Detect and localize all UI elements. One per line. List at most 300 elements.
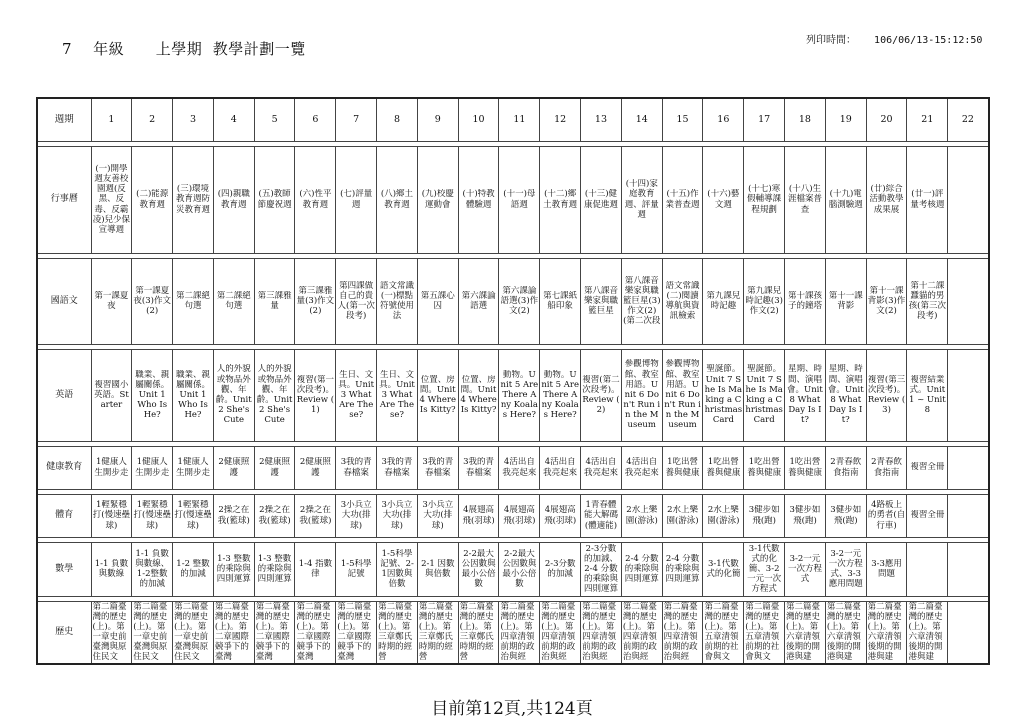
plan-cell — [662, 349, 703, 441]
plan-cell — [621, 146, 662, 253]
plan-cell-text: 2水上樂園(游泳) — [707, 505, 740, 526]
plan-cell-text: 3健步如飛(跑) — [830, 505, 862, 526]
plan-cell — [540, 258, 581, 344]
plan-cell — [91, 601, 132, 664]
plan-cell — [785, 601, 826, 664]
plan-cell-text: 1-3 整數的乘除與四則運算 — [216, 553, 251, 585]
plan-cell-text: 1健康人生開步走 — [135, 457, 170, 478]
plan-cell — [825, 146, 866, 253]
corner-label: 週期 — [37, 98, 91, 141]
plan-cell-text: 複習國小英語。Starter — [94, 379, 129, 411]
plan-cell — [377, 601, 418, 664]
subject-row-health — [37, 446, 989, 489]
plan-cell — [785, 258, 826, 344]
plan-cell — [540, 494, 581, 537]
plan-cell-text: 1-5科學記號 — [340, 558, 372, 579]
plan-cell — [581, 494, 622, 537]
week-number: 16 — [703, 98, 744, 141]
plan-cell — [825, 542, 866, 596]
plan-cell — [703, 258, 744, 344]
plan-cell — [132, 349, 173, 441]
plan-cell-text: 第一課夏夜 — [94, 290, 129, 311]
plan-cell-text: 第二篇臺灣的歷史(上)。第二章國際競爭下的臺灣 — [337, 601, 372, 663]
plan-cell — [825, 601, 866, 664]
week-number: 17 — [744, 98, 785, 141]
plan-cell-text: 第二篇臺灣的歷史(上)。第四章清領前期的政治與經 — [541, 601, 576, 663]
plan-cell-text: 3-1代數式的化簡、3-2一元一次方程式 — [747, 543, 782, 595]
plan-cell — [662, 258, 703, 344]
plan-cell-text: 2青春飲食指南 — [830, 457, 862, 478]
plan-cell-text: 3我的青春檔案 — [463, 457, 495, 478]
plan-cell-text: 複習全冊 — [910, 510, 945, 521]
plan-cell-text: 第二篇臺灣的歷史(上)。第四章清領前期的政治與經 — [582, 601, 617, 663]
plan-cell-text: 參觀博物館、教室用語。Unit 6 Don't Run in the Museum — [664, 359, 701, 431]
plan-cell-text: 2-1 因數與倍數 — [421, 558, 455, 579]
week-number: 5 — [254, 98, 295, 141]
plan-cell-text: 聖誕節。Unit 7 She Is Making a Christmas Card — [745, 364, 783, 426]
plan-cell — [703, 494, 744, 537]
plan-cell-text: 1-2 整數的加減 — [176, 558, 210, 579]
plan-cell-text: 1-1 負數與數線、1-2整數的加減 — [135, 548, 170, 590]
plan-cell-text: (十一)母語週 — [503, 189, 536, 210]
plan-cell-text: 2-2最大公因數與最小公倍數 — [502, 548, 537, 590]
plan-cell-text: 星期、時間、演唱會。Unit 8 What Day Is It? — [827, 364, 864, 426]
subject-label: 英語 — [37, 349, 91, 441]
plan-cell — [458, 601, 499, 664]
plan-cell — [499, 601, 540, 664]
week-number: 15 — [662, 98, 703, 141]
plan-cell — [540, 349, 581, 441]
plan-cell-text: 3小兵立大功(排球) — [340, 500, 372, 531]
plan-cell-text: (二)能源教育週 — [136, 189, 169, 210]
plan-cell-text: 1吃出營養與健康 — [787, 457, 822, 478]
plan-cell-text: 第二篇臺灣的歷史(上)。第六章清領後期的開港與建 — [908, 601, 943, 663]
plan-cell — [458, 258, 499, 344]
week-number: 21 — [907, 98, 948, 141]
plan-cell-text: 第二篇臺灣的歷史(上)。第六章清領後期的開港與建 — [786, 601, 821, 663]
plan-cell-text: 第二篇臺灣的歷史(上)。第三章鄭氏時期的經營 — [418, 601, 453, 663]
week-number: 14 — [621, 98, 662, 141]
plan-cell — [744, 446, 785, 489]
plan-cell-text: 第二篇臺灣的歷史(上)。第六章清領後期的開港與建 — [867, 601, 902, 663]
plan-cell — [173, 258, 214, 344]
subject-label: 行事曆 — [37, 146, 91, 253]
plan-cell — [254, 494, 295, 537]
plan-cell — [540, 601, 581, 664]
plan-cell-text: 第九課兒時記趣(3)作文(2) — [745, 285, 783, 317]
plan-cell-text: 第三課雅量 — [257, 290, 292, 311]
plan-cell-text: 複習(第二次段考)。Review ( 2) — [582, 374, 620, 416]
plan-cell — [295, 494, 336, 537]
plan-cell-text: 第二篇臺灣的歷史(上)。第一章史前臺灣與原住民文 — [133, 601, 168, 663]
plan-cell — [295, 146, 336, 253]
plan-cell-text: 聖誕節。Unit 7 She Is Making a Christmas Card — [704, 364, 743, 426]
plan-cell — [336, 446, 377, 489]
plan-cell-text: 1健康人生開步走 — [94, 457, 129, 478]
plan-cell-text: 第六課論語選(3)作文(2) — [500, 285, 539, 317]
plan-cell — [948, 494, 989, 537]
plan-cell-text: (八)鄉土教育週 — [380, 189, 414, 210]
plan-cell — [825, 258, 866, 344]
plan-cell-text: 第二篇臺灣的歷史(上)。第五章清領前期的社會與文 — [745, 601, 780, 663]
plan-cell — [254, 446, 295, 489]
plan-cell-text: 第二篇臺灣的歷史(上)。第五章清領前期的社會與文 — [704, 601, 739, 663]
plan-cell — [173, 446, 214, 489]
plan-cell-text: 4活出自我亮起來 — [624, 457, 659, 478]
plan-cell — [173, 542, 214, 596]
plan-cell — [540, 146, 581, 253]
plan-cell-text: 1吃出營養與健康 — [706, 457, 741, 478]
plan-cell — [336, 494, 377, 537]
plan-cell-text: 1-1 負數與數線 — [94, 558, 129, 579]
plan-cell-text: 職業、親屬關係。Unit 1 Who Is He? — [135, 369, 170, 421]
plan-cell — [499, 494, 540, 537]
plan-cell — [254, 146, 295, 253]
plan-cell — [254, 601, 295, 664]
plan-cell — [907, 349, 948, 441]
plan-cell-text: 3-2一元一次方程式 — [787, 553, 822, 585]
plan-cell — [785, 446, 826, 489]
plan-cell-text: (十八)生涯檔案普查 — [787, 184, 822, 215]
plan-cell — [866, 146, 907, 253]
week-number: 3 — [173, 98, 214, 141]
plan-cell — [213, 146, 254, 253]
plan-cell — [825, 446, 866, 489]
plan-cell — [132, 258, 173, 344]
plan-cell-text: 語文常識(一)標點符號使用法 — [379, 280, 414, 322]
plan-cell — [499, 446, 540, 489]
plan-cell-text: 2健康照護 — [259, 457, 291, 478]
plan-cell-text: 第三課雅量(3)作文(2) — [296, 285, 335, 317]
plan-cell-text: 1青春體能大解碼(體適能) — [583, 500, 618, 531]
plan-cell — [417, 446, 458, 489]
plan-cell — [336, 349, 377, 441]
plan-cell-text: (十七)寒假輔導課程規劃 — [747, 184, 782, 215]
plan-cell — [621, 601, 662, 664]
plan-cell-text: (廿)綜合活動教學成果展 — [869, 184, 904, 215]
pagination-text: 目前第12頁,共124頁 — [431, 699, 593, 719]
plan-cell-text: 1輕緊穩打(慢速壘球) — [174, 500, 212, 531]
plan-cell-text: 複習(第一次段考)。Review ( 1) — [296, 374, 335, 416]
plan-cell — [662, 601, 703, 664]
plan-cell-text: 第二篇臺灣的歷史(上)。第四章清領前期的政治與經 — [622, 601, 657, 663]
plan-cell — [132, 446, 173, 489]
plan-cell — [785, 349, 826, 441]
subject-label: 數學 — [37, 542, 91, 596]
plan-cell — [581, 446, 622, 489]
plan-cell — [907, 446, 948, 489]
plan-cell — [662, 446, 703, 489]
plan-cell — [173, 601, 214, 664]
plan-cell — [744, 258, 785, 344]
plan-cell — [948, 258, 989, 344]
plan-cell-text: 生日、文具。Unit 3 What Are These? — [379, 369, 415, 421]
plan-cell-text: (十二)鄉土教育週 — [543, 189, 578, 210]
plan-cell-text: 3-1代數式的化簡 — [706, 558, 741, 579]
plan-cell-text: 4展翅高飛(羽球) — [462, 505, 495, 526]
plan-cell-text: 4活出自我亮起來 — [543, 457, 578, 478]
plan-cell-text: 複習(第三次段考)。Review ( 3) — [867, 374, 906, 416]
plan-cell — [132, 601, 173, 664]
plan-cell — [377, 542, 418, 596]
plan-cell — [295, 542, 336, 596]
plan-cell-text: 人的外貌或物品外觀、年齡。Unit 2 She's Cute — [256, 364, 293, 426]
plan-cell — [91, 446, 132, 489]
plan-cell — [540, 542, 581, 596]
plan-cell — [91, 146, 132, 253]
plan-cell-text: 動物。Unit 5 Are There Any Koalas Here? — [541, 369, 579, 421]
plan-cell — [703, 446, 744, 489]
plan-cell — [744, 494, 785, 537]
week-number: 6 — [295, 98, 336, 141]
week-number: 20 — [866, 98, 907, 141]
plan-cell — [377, 494, 418, 537]
plan-cell — [621, 542, 662, 596]
plan-cell-text: 第二篇臺灣的歷史(上)。第三章鄭氏時期的經營 — [378, 601, 413, 663]
plan-cell-text: 2操之在我(籃球) — [299, 505, 332, 526]
plan-cell — [744, 601, 785, 664]
plan-cell — [295, 349, 336, 441]
plan-cell-text: 參觀博物館、教室用語。Unit 6 Don't Run in the Museum — [623, 359, 661, 431]
plan-cell — [703, 542, 744, 596]
subject-label: 國語文 — [37, 258, 91, 344]
plan-cell-text: 第二篇臺灣的歷史(上)。第六章清領後期的開港與建 — [826, 601, 861, 663]
plan-cell — [948, 349, 989, 441]
plan-cell — [825, 494, 866, 537]
plan-cell-text: 第八課音樂家與職籃巨星(3)作文(2)(第二次段 — [622, 275, 661, 327]
plan-cell-text: 3我的青春檔案 — [340, 457, 372, 478]
plan-cell — [703, 146, 744, 253]
plan-cell-text: (十六)藝文週 — [707, 189, 740, 210]
plan-cell — [621, 349, 662, 441]
subject-label: 健康教育 — [37, 446, 91, 489]
subject-row-pe — [37, 494, 989, 537]
plan-cell-text: 第二篇臺灣的歷史(上)。第四章清領前期的政治與經 — [663, 601, 698, 663]
plan-cell — [744, 146, 785, 253]
plan-cell — [295, 601, 336, 664]
plan-cell — [621, 494, 662, 537]
week-number: 22 — [948, 98, 989, 141]
plan-cell — [132, 542, 173, 596]
plan-cell — [662, 542, 703, 596]
plan-cell — [173, 349, 214, 441]
plan-cell-text: 1-5科學記號、2-1因數與倍數 — [380, 548, 414, 590]
plan-cell-text: 1吃出營養與健康 — [747, 457, 782, 478]
plan-cell — [458, 494, 499, 537]
plan-cell-text: 第五課心囚 — [420, 290, 455, 311]
week-number: 11 — [499, 98, 540, 141]
plan-cell-text: 位置、房間。Unit 4 Where Is Kitty? — [460, 374, 497, 416]
plan-cell-text: 1吃出營養與健康 — [665, 457, 700, 478]
plan-cell — [499, 258, 540, 344]
plan-cell — [91, 542, 132, 596]
plan-cell-text: 1健康人生開步走 — [175, 457, 210, 478]
plan-cell-text: 第二篇臺灣的歷史(上)。第一章史前臺灣與原住民文 — [174, 601, 209, 663]
plan-cell — [499, 146, 540, 253]
plan-cell — [254, 349, 295, 441]
plan-cell-text: 第四課做自己的貴人(第一次段考) — [337, 280, 375, 322]
plan-cell — [417, 601, 458, 664]
plan-cell — [377, 446, 418, 489]
plan-cell — [948, 601, 989, 664]
plan-cell — [499, 542, 540, 596]
plan-cell-text: 2-4 分數的乘除與四則運算 — [665, 553, 700, 585]
plan-cell-text: 星期、時間、演唱會。Unit 8 What Day Is It? — [787, 364, 823, 426]
subject-row-event — [37, 146, 989, 253]
plan-cell — [866, 446, 907, 489]
plan-cell-text: 4活出自我亮起來 — [583, 457, 618, 478]
plan-cell-text: 2健康照護 — [299, 457, 331, 478]
plan-cell-text: 第二篇臺灣的歷史(上)。第二章國際競爭下的臺灣 — [214, 601, 249, 663]
plan-cell-text: (一)開學週友善校園週(反黑、反毒、反霸凌)兒少保宣導週 — [92, 163, 131, 235]
plan-cell-text: 2水上樂園(游泳) — [666, 505, 699, 526]
plan-cell-text: 第一課夏夜(3)作文(2) — [133, 285, 171, 317]
week-number: 1 — [91, 98, 132, 141]
plan-cell-text: 3健步如飛(跑) — [789, 505, 821, 526]
plan-cell — [948, 446, 989, 489]
plan-cell-text: (六)性平教育週 — [299, 189, 332, 210]
plan-cell — [213, 446, 254, 489]
plan-cell — [703, 601, 744, 664]
plan-cell — [581, 258, 622, 344]
plan-cell-text: (四)親職教育週 — [217, 189, 250, 210]
plan-cell — [377, 349, 418, 441]
plan-cell-text: 2操之在我(籃球) — [217, 505, 250, 526]
plan-cell — [866, 349, 907, 441]
plan-cell — [866, 494, 907, 537]
plan-cell — [621, 446, 662, 489]
plan-cell — [907, 601, 948, 664]
plan-cell-text: 2-2最大公因數與最小公倍數 — [461, 548, 496, 590]
plan-cell — [621, 258, 662, 344]
plan-cell — [173, 146, 214, 253]
plan-cell-text: (十)特教體驗週 — [462, 189, 495, 210]
plan-cell-text: 1-4 指數律 — [298, 558, 333, 579]
plan-cell — [213, 258, 254, 344]
plan-cell — [377, 258, 418, 344]
plan-cell — [744, 349, 785, 441]
plan-cell-text: 語文常識(二)閱讀導航與資訊檢索 — [665, 280, 700, 322]
plan-cell — [213, 494, 254, 537]
plan-cell-text: 第六課論語選 — [461, 290, 496, 311]
plan-cell-text: (十五)作業普查週 — [665, 189, 700, 210]
plan-cell — [458, 146, 499, 253]
plan-cell — [866, 601, 907, 664]
plan-cell — [744, 542, 785, 596]
plan-cell-text: 第二篇臺灣的歷史(上)。第二章國際競爭下的臺灣 — [255, 601, 290, 663]
plan-cell-text: 2水上樂園(游泳) — [625, 505, 658, 526]
plan-cell — [377, 146, 418, 253]
plan-cell — [785, 494, 826, 537]
plan-cell-text: 2-3分數的加減 — [544, 558, 576, 579]
week-number: 12 — [540, 98, 581, 141]
plan-cell — [132, 146, 173, 253]
plan-cell — [458, 542, 499, 596]
plan-cell — [91, 258, 132, 344]
plan-cell-text: 第八課音樂家與職籃巨星 — [583, 285, 618, 317]
subject-row-english — [37, 349, 989, 441]
plan-cell-text: 人的外貌或物品外觀、年齡。Unit 2 She's Cute — [215, 364, 252, 426]
week-header-row — [37, 98, 989, 141]
plan-cell-text: 4路板上的勇者(自行車) — [867, 500, 906, 531]
week-number: 9 — [417, 98, 458, 141]
plan-cell — [785, 542, 826, 596]
plan-cell — [581, 349, 622, 441]
plan-cell-text: 1輕緊穩打(慢速壘球) — [133, 500, 171, 531]
plan-cell-text: (十九)電腦測驗週 — [828, 189, 863, 210]
week-number: 10 — [458, 98, 499, 141]
plan-cell — [458, 446, 499, 489]
plan-cell-text: 2青春飲食指南 — [871, 457, 902, 478]
plan-cell — [295, 446, 336, 489]
week-number: 4 — [213, 98, 254, 141]
plan-cell — [581, 146, 622, 253]
plan-cell-text: 位置、房間。Unit 4 Where Is Kitty? — [419, 374, 456, 416]
plan-cell-text: 4活出自我亮起來 — [502, 457, 537, 478]
plan-cell-text: 第七課紙船印象 — [543, 290, 578, 311]
plan-cell — [336, 146, 377, 253]
plan-cell-text: 生日、文具。Unit 3 What Are These? — [338, 369, 375, 421]
week-number: 13 — [581, 98, 622, 141]
plan-cell-text: 動物。Unit 5 Are There Any Koalas Here? — [500, 369, 539, 421]
plan-cell-text: (七)評量週 — [340, 189, 373, 210]
plan-cell — [91, 349, 132, 441]
plan-cell-text: 3-2一元一次方程式、3-3應用問題 — [828, 548, 863, 590]
plan-cell — [254, 542, 295, 596]
plan-cell-text: 3-3應用問題 — [871, 558, 902, 579]
plan-cell-text: 1-3 整數的乘除與四則運算 — [257, 553, 292, 585]
plan-cell — [91, 494, 132, 537]
plan-cell — [948, 146, 989, 253]
plan-cell — [948, 542, 989, 596]
plan-cell-text: (三)環境教育週防災教育週 — [175, 184, 210, 215]
plan-cell-text: 第九課兒時記趣 — [706, 290, 741, 311]
week-number: 8 — [377, 98, 418, 141]
plan-cell-text: 複習結業式。Unit 1 ~ Unit 8 — [908, 374, 946, 416]
plan-cell-text: (十三)健康促進週 — [583, 189, 618, 210]
plan-cell — [417, 542, 458, 596]
plan-cell — [540, 446, 581, 489]
plan-cell-text: 3小兵立大功(排球) — [422, 500, 454, 531]
plan-cell-text: 第二課絕句選 — [175, 290, 210, 311]
subject-row-history — [37, 601, 989, 664]
week-number: 2 — [132, 98, 173, 141]
plan-cell-text: 4展翅高飛(羽球) — [544, 505, 577, 526]
plan-cell — [581, 601, 622, 664]
teaching-plan-table — [36, 97, 990, 665]
plan-cell-text: 2-4 分數的乘除與四則運算 — [624, 553, 659, 585]
plan-cell — [907, 146, 948, 253]
plan-cell — [336, 258, 377, 344]
plan-cell-text: 第十二課蠶貓的男孩(第三次段考) — [908, 280, 946, 322]
plan-cell-text: 3健步如飛(跑) — [748, 505, 780, 526]
plan-cell — [866, 542, 907, 596]
plan-cell-text: 4展翅高飛(羽球) — [503, 505, 536, 526]
plan-cell-text: (九)校慶運動會 — [421, 189, 454, 210]
plan-cell — [458, 349, 499, 441]
plan-cell — [662, 494, 703, 537]
plan-cell-text: 第二篇臺灣的歷史(上)。第三章鄭氏時期的經營 — [459, 601, 494, 663]
plan-cell — [417, 349, 458, 441]
plan-cell — [866, 258, 907, 344]
plan-cell — [581, 542, 622, 596]
plan-cell — [295, 258, 336, 344]
plan-cell — [336, 542, 377, 596]
plan-cell-text: 第十課孩子的鐘塔 — [787, 290, 822, 311]
plan-cell — [417, 494, 458, 537]
plan-cell-text: 第二篇臺灣的歷史(上)。第四章清領前期的政治與經 — [500, 601, 535, 663]
plan-cell — [907, 542, 948, 596]
